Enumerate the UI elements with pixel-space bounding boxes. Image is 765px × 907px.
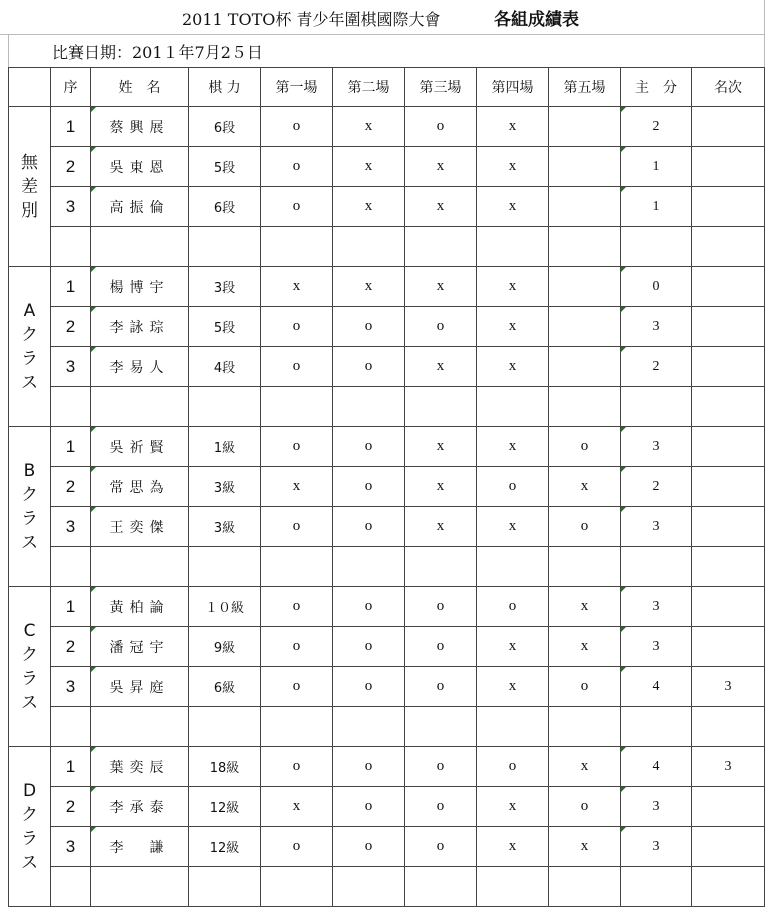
spacer-row <box>9 227 765 267</box>
player-rank: 3段 <box>189 267 261 307</box>
place <box>692 427 765 467</box>
empty-cell <box>692 707 765 747</box>
empty-cell <box>549 867 621 907</box>
round-3-result: o <box>405 587 477 627</box>
score: 0 <box>621 267 692 307</box>
round-5-result: x <box>549 747 621 787</box>
table-row <box>9 107 765 147</box>
round-4-result: x <box>477 187 549 227</box>
cell-marker-icon <box>621 627 626 632</box>
header-score: 主 分 <box>621 68 692 107</box>
round-2-result: o <box>333 507 405 547</box>
cell-marker-icon <box>91 787 96 792</box>
player-name: 楊博宇 <box>91 267 189 307</box>
cell-marker-icon <box>91 267 96 272</box>
seq: 1 <box>51 747 91 787</box>
player-name: 吳昇庭 <box>91 667 189 707</box>
cell-marker-icon <box>621 187 626 192</box>
empty-cell <box>621 387 692 427</box>
group-label <box>9 747 51 907</box>
place <box>692 467 765 507</box>
empty-cell <box>692 227 765 267</box>
cell-marker-icon <box>621 667 626 672</box>
spacer-row <box>9 867 765 907</box>
round-2-result: o <box>333 627 405 667</box>
cell-marker-icon <box>91 747 96 752</box>
empty-cell <box>333 707 405 747</box>
divider <box>8 34 9 67</box>
cell-marker-icon <box>621 787 626 792</box>
round-4-result: x <box>477 427 549 467</box>
score: 3 <box>621 587 692 627</box>
round-4-result: o <box>477 587 549 627</box>
empty-cell <box>333 547 405 587</box>
empty-cell <box>621 227 692 267</box>
results-table <box>8 67 765 907</box>
place: 3 <box>692 667 765 707</box>
place <box>692 507 765 547</box>
header-group <box>9 68 51 107</box>
seq: 2 <box>51 467 91 507</box>
score: 3 <box>621 787 692 827</box>
score: 4 <box>621 667 692 707</box>
round-3-result: x <box>405 147 477 187</box>
score: 3 <box>621 427 692 467</box>
empty-cell <box>621 867 692 907</box>
title-row <box>0 0 765 34</box>
cell-marker-icon <box>91 667 96 672</box>
table-row <box>9 667 765 707</box>
round-5-result: o <box>549 507 621 547</box>
player-rank: 12級 <box>189 827 261 867</box>
round-2-result: o <box>333 467 405 507</box>
table-row <box>9 747 765 787</box>
round-1-result: o <box>261 827 333 867</box>
empty-cell <box>692 547 765 587</box>
header-round-5: 第五場 <box>549 68 621 107</box>
empty-cell <box>405 547 477 587</box>
round-1-result: o <box>261 667 333 707</box>
table-row <box>9 507 765 547</box>
player-rank: 18級 <box>189 747 261 787</box>
empty-cell <box>549 227 621 267</box>
round-5-result: x <box>549 587 621 627</box>
place <box>692 347 765 387</box>
cell-marker-icon <box>91 827 96 832</box>
round-4-result: x <box>477 667 549 707</box>
empty-cell <box>621 707 692 747</box>
round-3-result: x <box>405 187 477 227</box>
cell-marker-icon <box>621 507 626 512</box>
round-5-result: o <box>549 787 621 827</box>
player-rank: 1級 <box>189 427 261 467</box>
round-5-result <box>549 107 621 147</box>
table-row <box>9 427 765 467</box>
player-name: 吳祈賢 <box>91 427 189 467</box>
group-label <box>9 267 51 427</box>
empty-cell <box>261 707 333 747</box>
table-row <box>9 267 765 307</box>
player-rank: 5段 <box>189 307 261 347</box>
spacer-row <box>9 387 765 427</box>
round-3-result: x <box>405 467 477 507</box>
empty-cell <box>51 867 91 907</box>
cell-marker-icon <box>621 307 626 312</box>
empty-cell <box>261 387 333 427</box>
round-2-result: o <box>333 307 405 347</box>
seq: 3 <box>51 667 91 707</box>
empty-cell <box>477 227 549 267</box>
round-3-result: x <box>405 267 477 307</box>
group-label-text: 無差別 <box>21 152 38 221</box>
round-3-result: o <box>405 107 477 147</box>
empty-cell <box>261 547 333 587</box>
place <box>692 307 765 347</box>
header-round-2: 第二場 <box>333 68 405 107</box>
empty-cell <box>692 867 765 907</box>
round-4-result: x <box>477 787 549 827</box>
table-row <box>9 467 765 507</box>
seq: 2 <box>51 787 91 827</box>
cell-marker-icon <box>621 107 626 112</box>
cell-marker-icon <box>621 147 626 152</box>
score: 3 <box>621 827 692 867</box>
cell-marker-icon <box>621 467 626 472</box>
cell-marker-icon <box>91 347 96 352</box>
empty-cell <box>189 387 261 427</box>
round-3-result: o <box>405 787 477 827</box>
group-label <box>9 587 51 747</box>
seq: 2 <box>51 147 91 187</box>
round-1-result: o <box>261 747 333 787</box>
round-4-result: x <box>477 107 549 147</box>
empty-cell <box>405 227 477 267</box>
score: 3 <box>621 507 692 547</box>
round-5-result <box>549 307 621 347</box>
spacer-row <box>9 707 765 747</box>
round-5-result: x <box>549 467 621 507</box>
group-label <box>9 427 51 587</box>
empty-cell <box>549 707 621 747</box>
cell-marker-icon <box>91 507 96 512</box>
seq: 1 <box>51 427 91 467</box>
player-rank: １０級 <box>189 587 261 627</box>
empty-cell <box>477 547 549 587</box>
date-row <box>50 34 765 67</box>
empty-cell <box>91 547 189 587</box>
round-5-result: o <box>549 667 621 707</box>
cell-marker-icon <box>91 107 96 112</box>
table-row <box>9 307 765 347</box>
table-row <box>9 187 765 227</box>
round-5-result: o <box>549 427 621 467</box>
empty-cell <box>189 547 261 587</box>
seq: 1 <box>51 587 91 627</box>
page-subtitle: 各組成績表 <box>494 10 579 30</box>
player-name: 葉奕辰 <box>91 747 189 787</box>
player-rank: 3級 <box>189 507 261 547</box>
round-3-result: o <box>405 307 477 347</box>
round-2-result: x <box>333 107 405 147</box>
round-5-result <box>549 347 621 387</box>
player-name: 李承泰 <box>91 787 189 827</box>
round-1-result: o <box>261 307 333 347</box>
empty-cell <box>333 387 405 427</box>
seq: 1 <box>51 267 91 307</box>
empty-cell <box>477 707 549 747</box>
empty-cell <box>477 867 549 907</box>
empty-cell <box>51 707 91 747</box>
cell-marker-icon <box>91 427 96 432</box>
page-title: 2011 TOTO杯 青少年圍棋國際大會 <box>182 10 441 29</box>
round-1-result: o <box>261 147 333 187</box>
round-5-result: x <box>549 627 621 667</box>
place <box>692 107 765 147</box>
empty-cell <box>333 227 405 267</box>
score: 2 <box>621 467 692 507</box>
table-row <box>9 827 765 867</box>
score: 4 <box>621 747 692 787</box>
round-3-result: o <box>405 667 477 707</box>
round-3-result: x <box>405 347 477 387</box>
player-rank: 12級 <box>189 787 261 827</box>
empty-cell <box>91 707 189 747</box>
round-2-result: o <box>333 427 405 467</box>
round-2-result: o <box>333 827 405 867</box>
cell-marker-icon <box>91 147 96 152</box>
round-5-result <box>549 267 621 307</box>
empty-cell <box>692 387 765 427</box>
empty-cell <box>261 867 333 907</box>
round-2-result: x <box>333 187 405 227</box>
place <box>692 827 765 867</box>
group-label-text: Cクラス <box>21 620 38 713</box>
round-2-result: o <box>333 747 405 787</box>
round-4-result: x <box>477 307 549 347</box>
header-round-3: 第三場 <box>405 68 477 107</box>
seq: 3 <box>51 827 91 867</box>
seq: 3 <box>51 187 91 227</box>
player-name: 李詠琮 <box>91 307 189 347</box>
spacer-row <box>9 547 765 587</box>
round-1-result: o <box>261 107 333 147</box>
cell-marker-icon <box>621 427 626 432</box>
group-label-text: Aクラス <box>21 300 38 393</box>
round-3-result: o <box>405 627 477 667</box>
player-rank: 3級 <box>189 467 261 507</box>
round-4-result: x <box>477 827 549 867</box>
header-name: 姓 名 <box>91 68 189 107</box>
cell-marker-icon <box>91 627 96 632</box>
empty-cell <box>405 707 477 747</box>
cell-marker-icon <box>621 747 626 752</box>
seq: 2 <box>51 627 91 667</box>
round-1-result: o <box>261 587 333 627</box>
round-3-result: o <box>405 747 477 787</box>
round-1-result: o <box>261 187 333 227</box>
round-3-result: x <box>405 427 477 467</box>
round-1-result: x <box>261 267 333 307</box>
seq: 1 <box>51 107 91 147</box>
round-2-result: o <box>333 347 405 387</box>
empty-cell <box>51 387 91 427</box>
header-round-1: 第一場 <box>261 68 333 107</box>
group-label <box>9 107 51 267</box>
round-4-result: x <box>477 507 549 547</box>
score: 2 <box>621 107 692 147</box>
cell-marker-icon <box>621 267 626 272</box>
seq: 3 <box>51 507 91 547</box>
empty-cell <box>91 387 189 427</box>
player-rank: 6級 <box>189 667 261 707</box>
place <box>692 587 765 627</box>
round-1-result: x <box>261 787 333 827</box>
header-place: 名次 <box>692 68 765 107</box>
player-name: 常思為 <box>91 467 189 507</box>
place <box>692 187 765 227</box>
place <box>692 627 765 667</box>
round-5-result: x <box>549 827 621 867</box>
empty-cell <box>189 227 261 267</box>
round-2-result: o <box>333 587 405 627</box>
empty-cell <box>333 867 405 907</box>
cell-marker-icon <box>621 347 626 352</box>
group-label-text: Dクラス <box>21 780 38 873</box>
player-rank: 5段 <box>189 147 261 187</box>
round-3-result: x <box>405 507 477 547</box>
table-row <box>9 587 765 627</box>
empty-cell <box>189 707 261 747</box>
empty-cell <box>405 867 477 907</box>
cell-marker-icon <box>621 587 626 592</box>
round-4-result: x <box>477 147 549 187</box>
empty-cell <box>51 547 91 587</box>
round-4-result: x <box>477 347 549 387</box>
round-1-result: o <box>261 507 333 547</box>
results-body <box>9 107 765 907</box>
player-name: 吳東恩 <box>91 147 189 187</box>
player-name: 高振倫 <box>91 187 189 227</box>
place <box>692 267 765 307</box>
header-round-4: 第四場 <box>477 68 549 107</box>
empty-cell <box>549 547 621 587</box>
empty-cell <box>549 387 621 427</box>
empty-cell <box>51 227 91 267</box>
table-row <box>9 627 765 667</box>
round-4-result: o <box>477 467 549 507</box>
player-name: 王奕傑 <box>91 507 189 547</box>
cell-marker-icon <box>91 467 96 472</box>
player-name: 潘冠宇 <box>91 627 189 667</box>
score: 3 <box>621 307 692 347</box>
player-name: 黃柏論 <box>91 587 189 627</box>
round-1-result: x <box>261 467 333 507</box>
score: 2 <box>621 347 692 387</box>
round-4-result: x <box>477 627 549 667</box>
match-date: 比賽日期：201１年7月2５日 <box>52 43 263 62</box>
header-row <box>9 68 765 107</box>
empty-cell <box>91 867 189 907</box>
place: 3 <box>692 747 765 787</box>
group-label-text: Bクラス <box>21 460 38 553</box>
cell-marker-icon <box>91 187 96 192</box>
score: 1 <box>621 187 692 227</box>
player-name: 李易人 <box>91 347 189 387</box>
empty-cell <box>261 227 333 267</box>
round-2-result: o <box>333 667 405 707</box>
round-2-result: x <box>333 267 405 307</box>
table-row <box>9 147 765 187</box>
place <box>692 147 765 187</box>
place <box>692 787 765 827</box>
round-1-result: o <box>261 427 333 467</box>
cell-marker-icon <box>91 307 96 312</box>
seq: 3 <box>51 347 91 387</box>
seq: 2 <box>51 307 91 347</box>
score: 1 <box>621 147 692 187</box>
table-row <box>9 347 765 387</box>
round-5-result <box>549 187 621 227</box>
player-name: 李 謙 <box>91 827 189 867</box>
empty-cell <box>189 867 261 907</box>
table-row <box>9 787 765 827</box>
round-4-result: x <box>477 267 549 307</box>
cell-marker-icon <box>91 587 96 592</box>
empty-cell <box>621 547 692 587</box>
player-rank: 6段 <box>189 187 261 227</box>
header-seq: 序 <box>51 68 91 107</box>
empty-cell <box>405 387 477 427</box>
header-rank: 棋 力 <box>189 68 261 107</box>
round-4-result: o <box>477 747 549 787</box>
cell-marker-icon <box>621 827 626 832</box>
player-rank: 9級 <box>189 627 261 667</box>
player-name: 蔡興展 <box>91 107 189 147</box>
player-rank: 6段 <box>189 107 261 147</box>
player-rank: 4段 <box>189 347 261 387</box>
round-1-result: o <box>261 347 333 387</box>
score: 3 <box>621 627 692 667</box>
empty-cell <box>91 227 189 267</box>
round-2-result: o <box>333 787 405 827</box>
empty-cell <box>477 387 549 427</box>
round-1-result: o <box>261 627 333 667</box>
round-2-result: x <box>333 147 405 187</box>
round-5-result <box>549 147 621 187</box>
round-3-result: o <box>405 827 477 867</box>
